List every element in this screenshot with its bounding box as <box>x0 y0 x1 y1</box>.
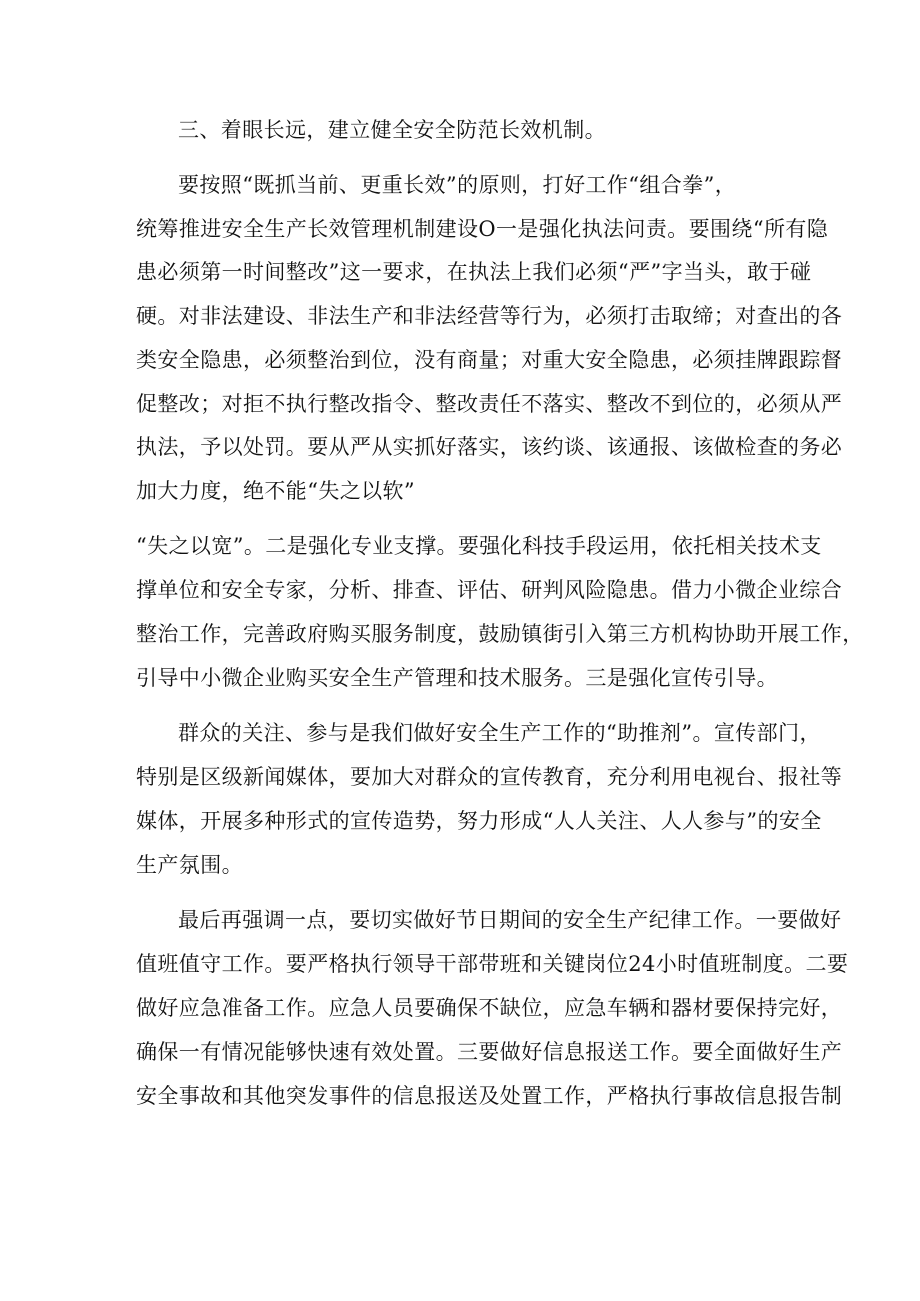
paragraph-line: 执法，予以处罚。要从严从实抓好落实，该约谈、该通报、该做检查的务必 <box>136 435 843 459</box>
paragraph-line: 引导中小微企业购买安全生产管理和技术服务。三是强化宣传引导。 <box>136 666 778 690</box>
paragraph-line: 确保一有情况能够快速有效处置。三要做好信息报送工作。要全面做好生产 <box>136 1040 843 1064</box>
paragraph-line: 要按照“既抓当前、更重长效”的原则，打好工作“组合拳”， <box>178 173 737 197</box>
paragraph-line: 硬。对非法建设、非法生产和非法经营等行为，必须打击取缔；对查出的各 <box>136 304 843 328</box>
paragraph-line: 生产氛围。 <box>136 853 243 877</box>
paragraph-line: 群众的关注、参与是我们做好安全生产工作的“助推剂”。宣传部门， <box>178 721 821 745</box>
paragraph-line: 类安全隐患，必须整治到位，没有商量；对重大安全隐患，必须挂牌跟踪督 <box>136 348 843 372</box>
paragraph-line: 促整改；对拒不执行整改指令、整改责任不落实、整改不到位的，必须从严 <box>136 392 843 416</box>
paragraph-line: 安全事故和其他突发事件的信息报送及处置工作，严格执行事故信息报告制 <box>136 1084 843 1108</box>
paragraph-line: 患必须第一时间整改”这一要求，在执法上我们必须“严”字当头，敢于碰 <box>136 260 812 284</box>
paragraph-line: 整治工作，完善政府购买服务制度，鼓励镇街引入第三方机构协助开展工作， <box>136 622 864 646</box>
paragraph-line: 做好应急准备工作。应急人员要确保不缺位，应急车辆和器材要保持完好， <box>136 996 843 1020</box>
paragraph-line: 加大力度，绝不能“失之以软” <box>136 479 416 503</box>
paragraph-line: 媒体，开展多种形式的宣传造势，努力形成“人人关注、人人参与”的安全 <box>136 809 822 833</box>
paragraph-line: 特别是区级新闻媒体，要加大对群众的宣传教育，充分利用电视台、报社等 <box>136 765 843 789</box>
paragraph-line: “失之以宽”。二是强化专业支撑。要强化科技手段运用，依托相关技术支 <box>136 534 822 558</box>
paragraph-line: 最后再强调一点，要切实做好节日期间的安全生产纪律工作。一要做好 <box>178 908 842 932</box>
paragraph-line: 统筹推进安全生产长效管理机制建设O一是强化执法问责。要围绕“所有隐 <box>136 217 829 241</box>
paragraph-line: 值班值守工作。要严格执行领导干部带班和关键岗位24小时值班制度。二要 <box>136 952 849 976</box>
section-heading: 三、着眼长远，建立健全安全防范长效机制。 <box>178 118 606 142</box>
paragraph-line: 撑单位和安全专家，分析、排查、评估、研判风险隐患。借力小微企业综合 <box>136 578 843 602</box>
